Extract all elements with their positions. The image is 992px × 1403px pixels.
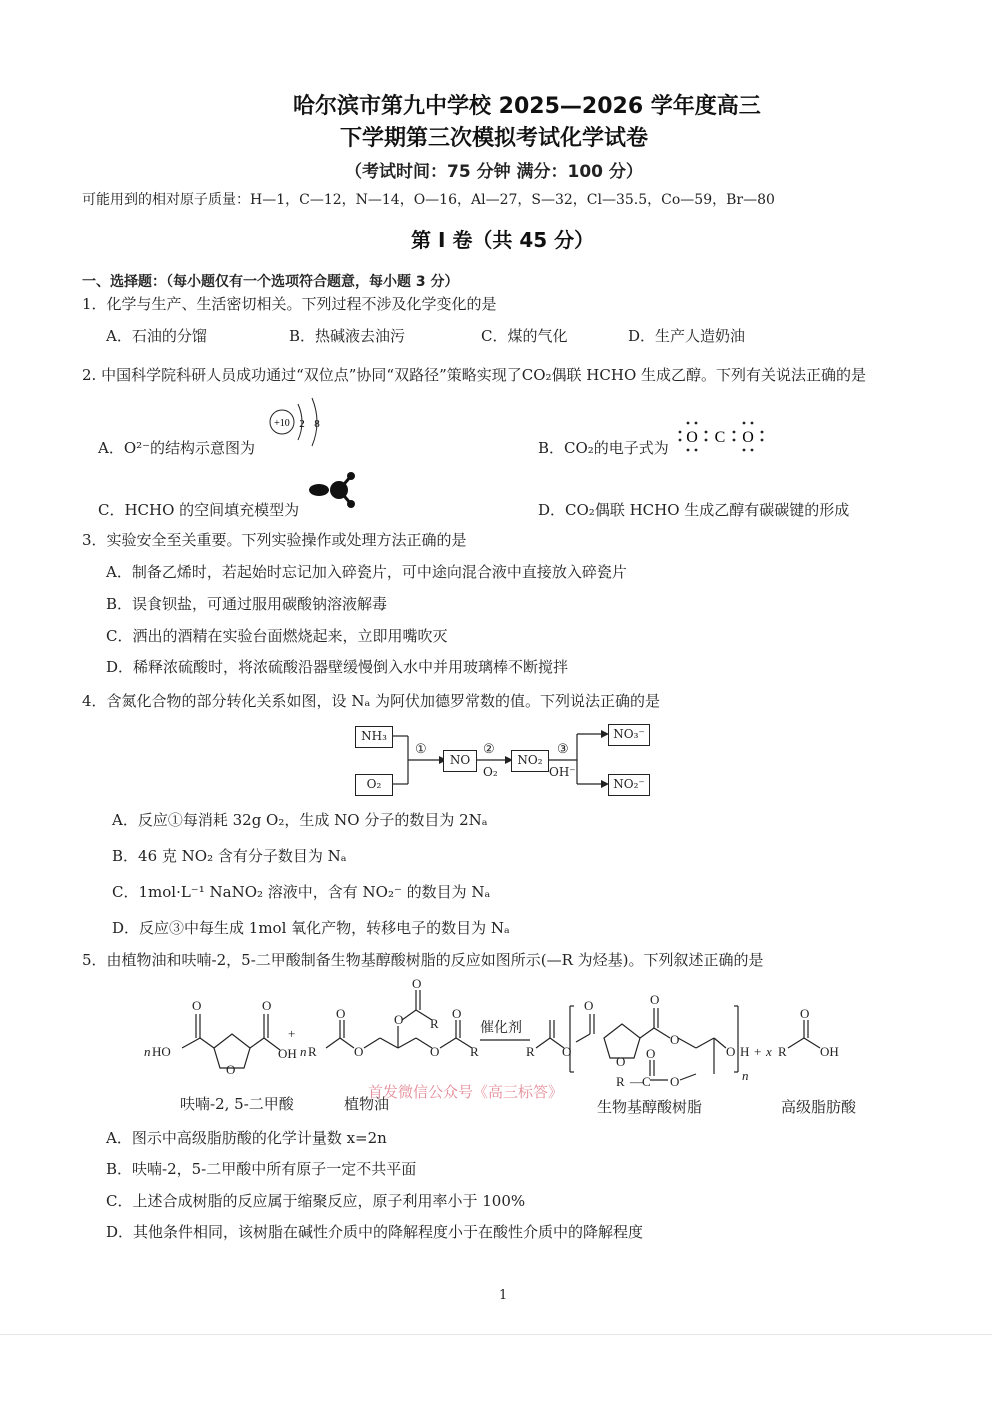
page-bottom-divider — [0, 1334, 992, 1335]
svg-text:n: n — [300, 1044, 307, 1059]
q3-stem: 3．实验安全至关重要。下列实验操作或处理方法正确的是 — [82, 531, 467, 549]
box-nh3: NH₃ — [355, 726, 393, 748]
svg-text:+: + — [288, 1026, 296, 1041]
svg-text:HO: HO — [152, 1044, 171, 1059]
lewis-o2: O — [742, 429, 754, 446]
hcho-space-filling-model — [305, 468, 365, 508]
svg-text:O: O — [670, 1032, 680, 1047]
q4-option-d: D．反应③中每生成 1mol 氧化产物，转移电子的数目为 Nₐ — [112, 919, 510, 937]
svg-text:O: O — [354, 1044, 364, 1059]
svg-text:O: O — [650, 992, 660, 1007]
label-fatty-acid: 高级脂肪酸 — [781, 1098, 857, 1116]
svg-text:C: C — [642, 1074, 651, 1089]
step-2-reagent: O₂ — [483, 765, 498, 779]
q3-option-a: A．制备乙烯时，若起始时忘记加入碎瓷片，可中途向混合液中直接放入碎瓷片 — [106, 563, 627, 581]
q5-option-a: A．图示中高级脂肪酸的化学计量数 x=2n — [106, 1129, 387, 1147]
svg-text:R: R — [308, 1044, 317, 1059]
step-3-reagent: OH⁻ — [549, 765, 576, 779]
nitrogen-conversion-diagram — [355, 722, 655, 802]
box-o2: O₂ — [355, 774, 393, 796]
svg-text:O: O — [336, 1006, 346, 1021]
label-alkyd-resin: 生物基醇酸树脂 — [597, 1098, 703, 1116]
svg-text:O: O — [562, 1044, 572, 1059]
q2-option-a: A．O²⁻的结构示意图为 — [98, 439, 256, 457]
catalyst-label: 催化剂 — [480, 1021, 522, 1036]
q1-option-a: A．石油的分馏 — [106, 327, 207, 345]
title-line-1: 哈尔滨市第九中学校 2025—2026 学年度高三 — [293, 94, 761, 119]
svg-text:O: O — [192, 998, 202, 1013]
q1-stem: 1．化学与生产、生活密切相关。下列过程不涉及化学变化的是 — [82, 295, 497, 313]
svg-text:x: x — [766, 1044, 772, 1059]
q2-option-c: C．HCHO 的空间填充模型为 — [98, 501, 300, 519]
lewis-c: C — [714, 429, 726, 446]
label-plant-oil: 植物油 — [344, 1095, 390, 1113]
svg-text:+: + — [754, 1044, 762, 1059]
q4-stem: 4．含氮化合物的部分转化关系如图，设 Nₐ 为阿伏加德罗常数的值。下列说法正确的是 — [82, 692, 660, 710]
box-nitrite: NO₂⁻ — [608, 774, 650, 796]
svg-text:O: O — [262, 998, 272, 1013]
q5-stem: 5．由植物油和呋喃-2，5-二甲酸制备生物基醇酸树脂的反应如图所示(—R 为烃基)。下列叙述正确的是 — [82, 951, 764, 969]
svg-text:OH: OH — [820, 1044, 839, 1059]
box-no2: NO₂ — [511, 750, 549, 772]
q3-option-d: D．稀释浓硫酸时，将浓硫酸沿器壁缓慢倒入水中并用玻璃棒不断搅拌 — [106, 658, 569, 676]
q3-option-c: C．洒出的酒精在实验台面燃烧起来，立即用嘴吹灭 — [106, 627, 448, 645]
svg-text:O: O — [616, 1054, 626, 1069]
co2-lewis-structure — [676, 418, 766, 454]
q1-option-c: C．煤的气化 — [481, 327, 568, 345]
atomic-masses: 可能用到的相对原子质量：H—1，C—12，N—14，O—16，Al—27，S—32，Cl—35.5，Co—59，Br—80 — [82, 192, 775, 208]
svg-text:H: H — [740, 1044, 750, 1059]
svg-text:R: R — [778, 1044, 787, 1059]
q2-option-d: D．CO₂偶联 HCHO 生成乙醇有碳碳键的形成 — [538, 501, 850, 519]
shell-2-count: 8 — [314, 418, 320, 430]
q4-option-c: C．1mol·L⁻¹ NaNO₂ 溶液中，含有 NO₂⁻ 的数目为 Nₐ — [112, 883, 491, 901]
step-1-label: ① — [415, 742, 427, 757]
title-line-2: 下学期第三次模拟考试化学试卷 — [340, 126, 649, 151]
svg-text:R: R — [430, 1016, 439, 1031]
section-heading: 一、选择题：（每小题仅有一个选项符合题意，每小题 3 分） — [82, 274, 459, 290]
exam-info: （考试时间：75 分钟 满分：100 分） — [345, 162, 643, 182]
q2-option-b: B．CO₂的电子式为 — [538, 439, 669, 457]
svg-text:n: n — [742, 1068, 749, 1083]
svg-text:n: n — [144, 1044, 151, 1059]
svg-text:R: R — [526, 1044, 535, 1059]
box-nitrate: NO₃⁻ — [608, 724, 650, 746]
q1-option-d: D．生产人造奶油 — [628, 327, 746, 345]
svg-text:O: O — [430, 1044, 440, 1059]
svg-text:O: O — [394, 1012, 404, 1027]
box-no: NO — [443, 750, 477, 772]
q5-option-c: C．上述合成树脂的反应属于缩聚反应，原子利用率小于 100% — [106, 1192, 526, 1210]
q4-option-b: B．46 克 NO₂ 含有分子数目为 Nₐ — [112, 847, 347, 865]
q5-option-b: B．呋喃-2，5-二甲酸中所有原子一定不共平面 — [106, 1160, 417, 1178]
svg-text:O: O — [670, 1074, 680, 1089]
svg-text:O: O — [726, 1044, 736, 1059]
svg-text:—: — — [630, 1074, 643, 1089]
q5-option-d: D．其他条件相同，该树脂在碱性介质中的降解程度小于在酸性介质中的降解程度 — [106, 1223, 644, 1241]
label-furan-acid: 呋喃-2, 5-二甲酸 — [180, 1095, 294, 1113]
part-title: 第 I 卷（共 45 分） — [411, 228, 595, 252]
page-number: 1 — [499, 1288, 508, 1303]
step-3-label: ③ — [557, 742, 569, 757]
shell-1-count: 2 — [299, 418, 305, 430]
svg-text:O: O — [646, 1046, 656, 1061]
svg-text:R: R — [616, 1074, 625, 1089]
resin-synthesis-reaction-scheme — [140, 976, 880, 1096]
watermark-text: 首发微信公众号《高三标答》 — [368, 1083, 564, 1101]
svg-text:O: O — [584, 998, 594, 1013]
svg-text:O: O — [452, 1006, 462, 1021]
svg-text:O: O — [226, 1062, 236, 1077]
svg-text:OH: OH — [278, 1046, 297, 1061]
q1-option-b: B．热碱液去油污 — [289, 327, 406, 345]
step-2-label: ② — [483, 742, 495, 757]
q2-stem: 2. 中国科学院科研人员成功通过“双位点”协同“双路径”策略实现了CO₂偶联 HCHO 生成乙醇。下列有关说法正确的是 — [82, 366, 867, 384]
q4-option-a: A．反应①每消耗 32g O₂，生成 NO 分子的数目为 2Nₐ — [112, 811, 488, 829]
lewis-o1: O — [686, 429, 698, 446]
svg-text:O: O — [800, 1006, 810, 1021]
q3-option-b: B．误食钡盐，可通过服用碳酸钠溶液解毒 — [106, 595, 388, 613]
nucleus-label: +10 — [274, 418, 290, 429]
o2-ion-structure-diagram — [268, 396, 328, 456]
svg-text:R: R — [470, 1044, 479, 1059]
svg-text:O: O — [412, 976, 422, 991]
